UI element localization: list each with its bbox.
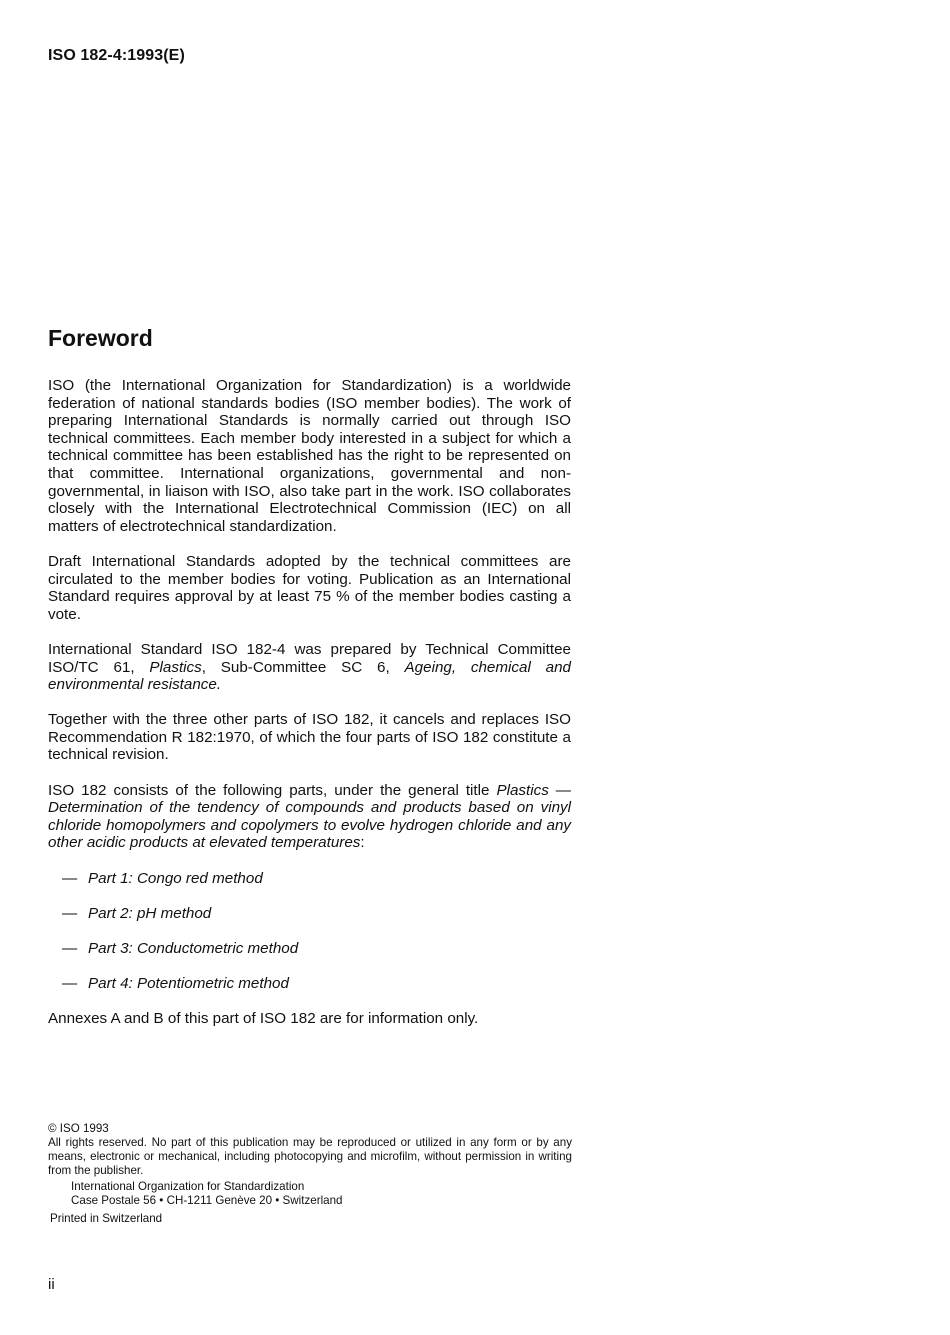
list-item bbox=[62, 905, 571, 923]
dash-marker: — bbox=[62, 940, 78, 957]
committee-name: Plastics bbox=[149, 658, 202, 676]
paragraph-annexes: Annexes A and B of this part of ISO 182 are for information only. bbox=[48, 1010, 479, 1028]
dash-marker: — bbox=[62, 904, 78, 922]
paragraph-prepared-by bbox=[48, 641, 571, 694]
copyright-block bbox=[48, 1122, 572, 1226]
paragraph-replaces: Together with the three other parts of ISO 182, it cancels and replaces ISO Recommendation R 182:1970, of which the four parts of ISO 182 constitute a technical revision. bbox=[48, 711, 571, 764]
dash-marker: — bbox=[62, 869, 78, 887]
list-item bbox=[62, 940, 571, 958]
rights-statement: All rights reserved. No part of this publication may be reproduced or utilized in any form or by any means, electronic or mechanical, including photocopying and microfilm, without permission in writing from the publisher. bbox=[48, 1136, 572, 1177]
page-number: ii bbox=[48, 1276, 55, 1293]
list-item bbox=[62, 975, 571, 993]
subcommittee-text: , Sub-Committee SC 6, bbox=[201, 658, 405, 676]
subcommittee-name: Ageing, chemical and environmental resistance. bbox=[48, 658, 571, 694]
paragraph-parts-intro bbox=[48, 782, 571, 852]
parts-intro-text: ISO 182 consists of the following parts, under the general title bbox=[48, 781, 497, 799]
foreword-body bbox=[48, 377, 571, 1028]
paragraph-draft-standards: Draft International Standards adopted by the technical committees are circulated to the member bodies for voting. Publication as an International Standard requires approval by at least 75 % of the member bodies casting a vote. bbox=[48, 552, 571, 623]
page-title: Foreword bbox=[48, 325, 153, 351]
publisher-name: International Organization for Standardization bbox=[71, 1180, 305, 1193]
document-id: ISO 182-4:1993(E) bbox=[48, 47, 185, 64]
part-title: Part 3: Conductometric method bbox=[88, 940, 299, 957]
paragraph-iso-intro: ISO (the International Organization for Standardization) is a worldwide federation of national standards bodies (ISO member bodies). The work of preparing International Standards is normally carried out through ISO technical committees. Each member body interested in a subject for which a technical committee has been established has the right to be represented on that committee. International organizations, governmental and non-governmental, in liaison with ISO, also take part in the work. ISO collaborates closely with the International Electrotechnical Commission (IEC) on all matters of electrotechnical standardization. bbox=[48, 377, 571, 535]
dash-marker: — bbox=[62, 975, 78, 993]
parts-intro-colon: : bbox=[360, 834, 365, 852]
copyright-line: © ISO 1993 bbox=[48, 1122, 109, 1135]
prepared-by-text: International Standard ISO 182-4 was prepared by Technical Committee ISO/TC 61, bbox=[48, 640, 571, 676]
general-title: Plastics — Determination of the tendency of compounds and products based on vinyl chloride homopolymers and copolymers to evolve hydrogen chloride and any other acidic products at elevated temperatures bbox=[48, 781, 571, 852]
publisher-address bbox=[48, 1180, 572, 1208]
part-title: Part 4: Potentiometric method bbox=[88, 975, 289, 993]
printed-in: Printed in Switzerland bbox=[50, 1212, 163, 1225]
publisher-postal: Case Postale 56 • CH-1211 Genève 20 • Switzerland bbox=[71, 1194, 343, 1207]
part-title: Part 1: Congo red method bbox=[88, 869, 263, 887]
parts-list bbox=[48, 870, 571, 993]
list-item bbox=[62, 870, 571, 888]
part-title: Part 2: pH method bbox=[88, 904, 212, 922]
